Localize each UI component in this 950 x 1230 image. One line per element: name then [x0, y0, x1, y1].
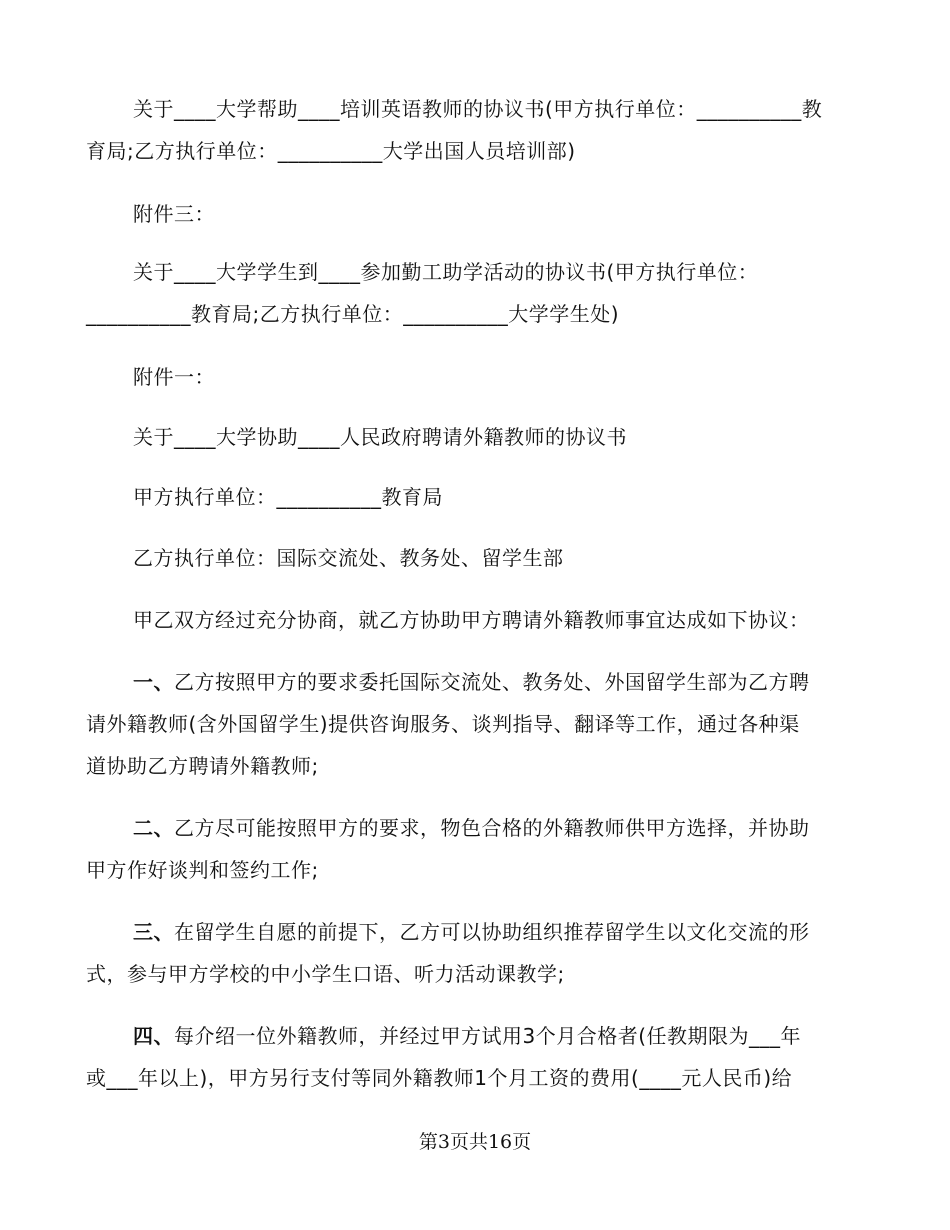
doc-line-2: 育局;乙方执行单位：__________大学出国人员培训部)	[86, 139, 576, 163]
clause-text: 在留学生自愿的前提下，乙方可以协助组织推荐留学生以文化交流的形	[174, 920, 810, 944]
clause-4-line-2: 或___年以上)，甲方另行支付等同外籍教师1个月工资的费用(____元人民币)给	[86, 1066, 793, 1090]
doc-line-1: 关于____大学帮助____培训英语教师的协议书(甲方执行单位：__________教	[133, 97, 823, 121]
clause-number: 一、	[133, 670, 174, 694]
clause-3-line-2: 式，参与甲方学校的中小学生口语、听力活动课教学;	[86, 962, 565, 986]
doc-line-5: __________教育局;乙方执行单位：__________大学学生处)	[86, 302, 620, 326]
clause-text: 每介绍一位外籍教师，并经过甲方试用3个月合格者(任教期限为___年	[174, 1024, 802, 1048]
preamble: 甲乙双方经过充分协商，就乙方协助甲方聘请外籍教师事宜达成如下协议：	[133, 608, 810, 632]
clause-2-line-1	[133, 816, 866, 840]
clause-4-line-1	[133, 1024, 866, 1048]
clause-number: 四、	[133, 1024, 174, 1048]
party-a-unit: 甲方执行单位：__________教育局	[133, 485, 443, 509]
page-number: 第3页共16页	[418, 1131, 532, 1153]
party-b-unit: 乙方执行单位：国际交流处、教务处、留学生部	[133, 546, 564, 570]
clause-number: 三、	[133, 920, 174, 944]
agreement-title: 关于____大学协助____人民政府聘请外籍教师的协议书	[133, 425, 627, 449]
clause-1-line-3: 道协助乙方聘请外籍教师;	[86, 754, 319, 778]
clause-number: 二、	[133, 816, 174, 840]
clause-text: 乙方尽可能按照甲方的要求，物色合格的外籍教师供甲方选择，并协助	[174, 816, 810, 840]
clause-text: 乙方按照甲方的要求委托国际交流处、教务处、外国留学生部为乙方聘	[174, 670, 810, 694]
doc-line-4: 关于____大学学生到____参加勤工助学活动的协议书(甲方执行单位：	[133, 260, 759, 284]
clause-1-line-2: 请外籍教师(含外国留学生)提供咨询服务、谈判指导、翻译等工作，通过各种渠	[86, 712, 800, 736]
clause-3-line-1	[133, 920, 866, 944]
appendix-1-heading: 附件一：	[133, 365, 215, 389]
clause-1-line-1	[133, 670, 866, 694]
clause-2-line-2: 甲方作好谈判和签约工作;	[86, 858, 319, 882]
appendix-3-heading: 附件三：	[133, 202, 215, 226]
